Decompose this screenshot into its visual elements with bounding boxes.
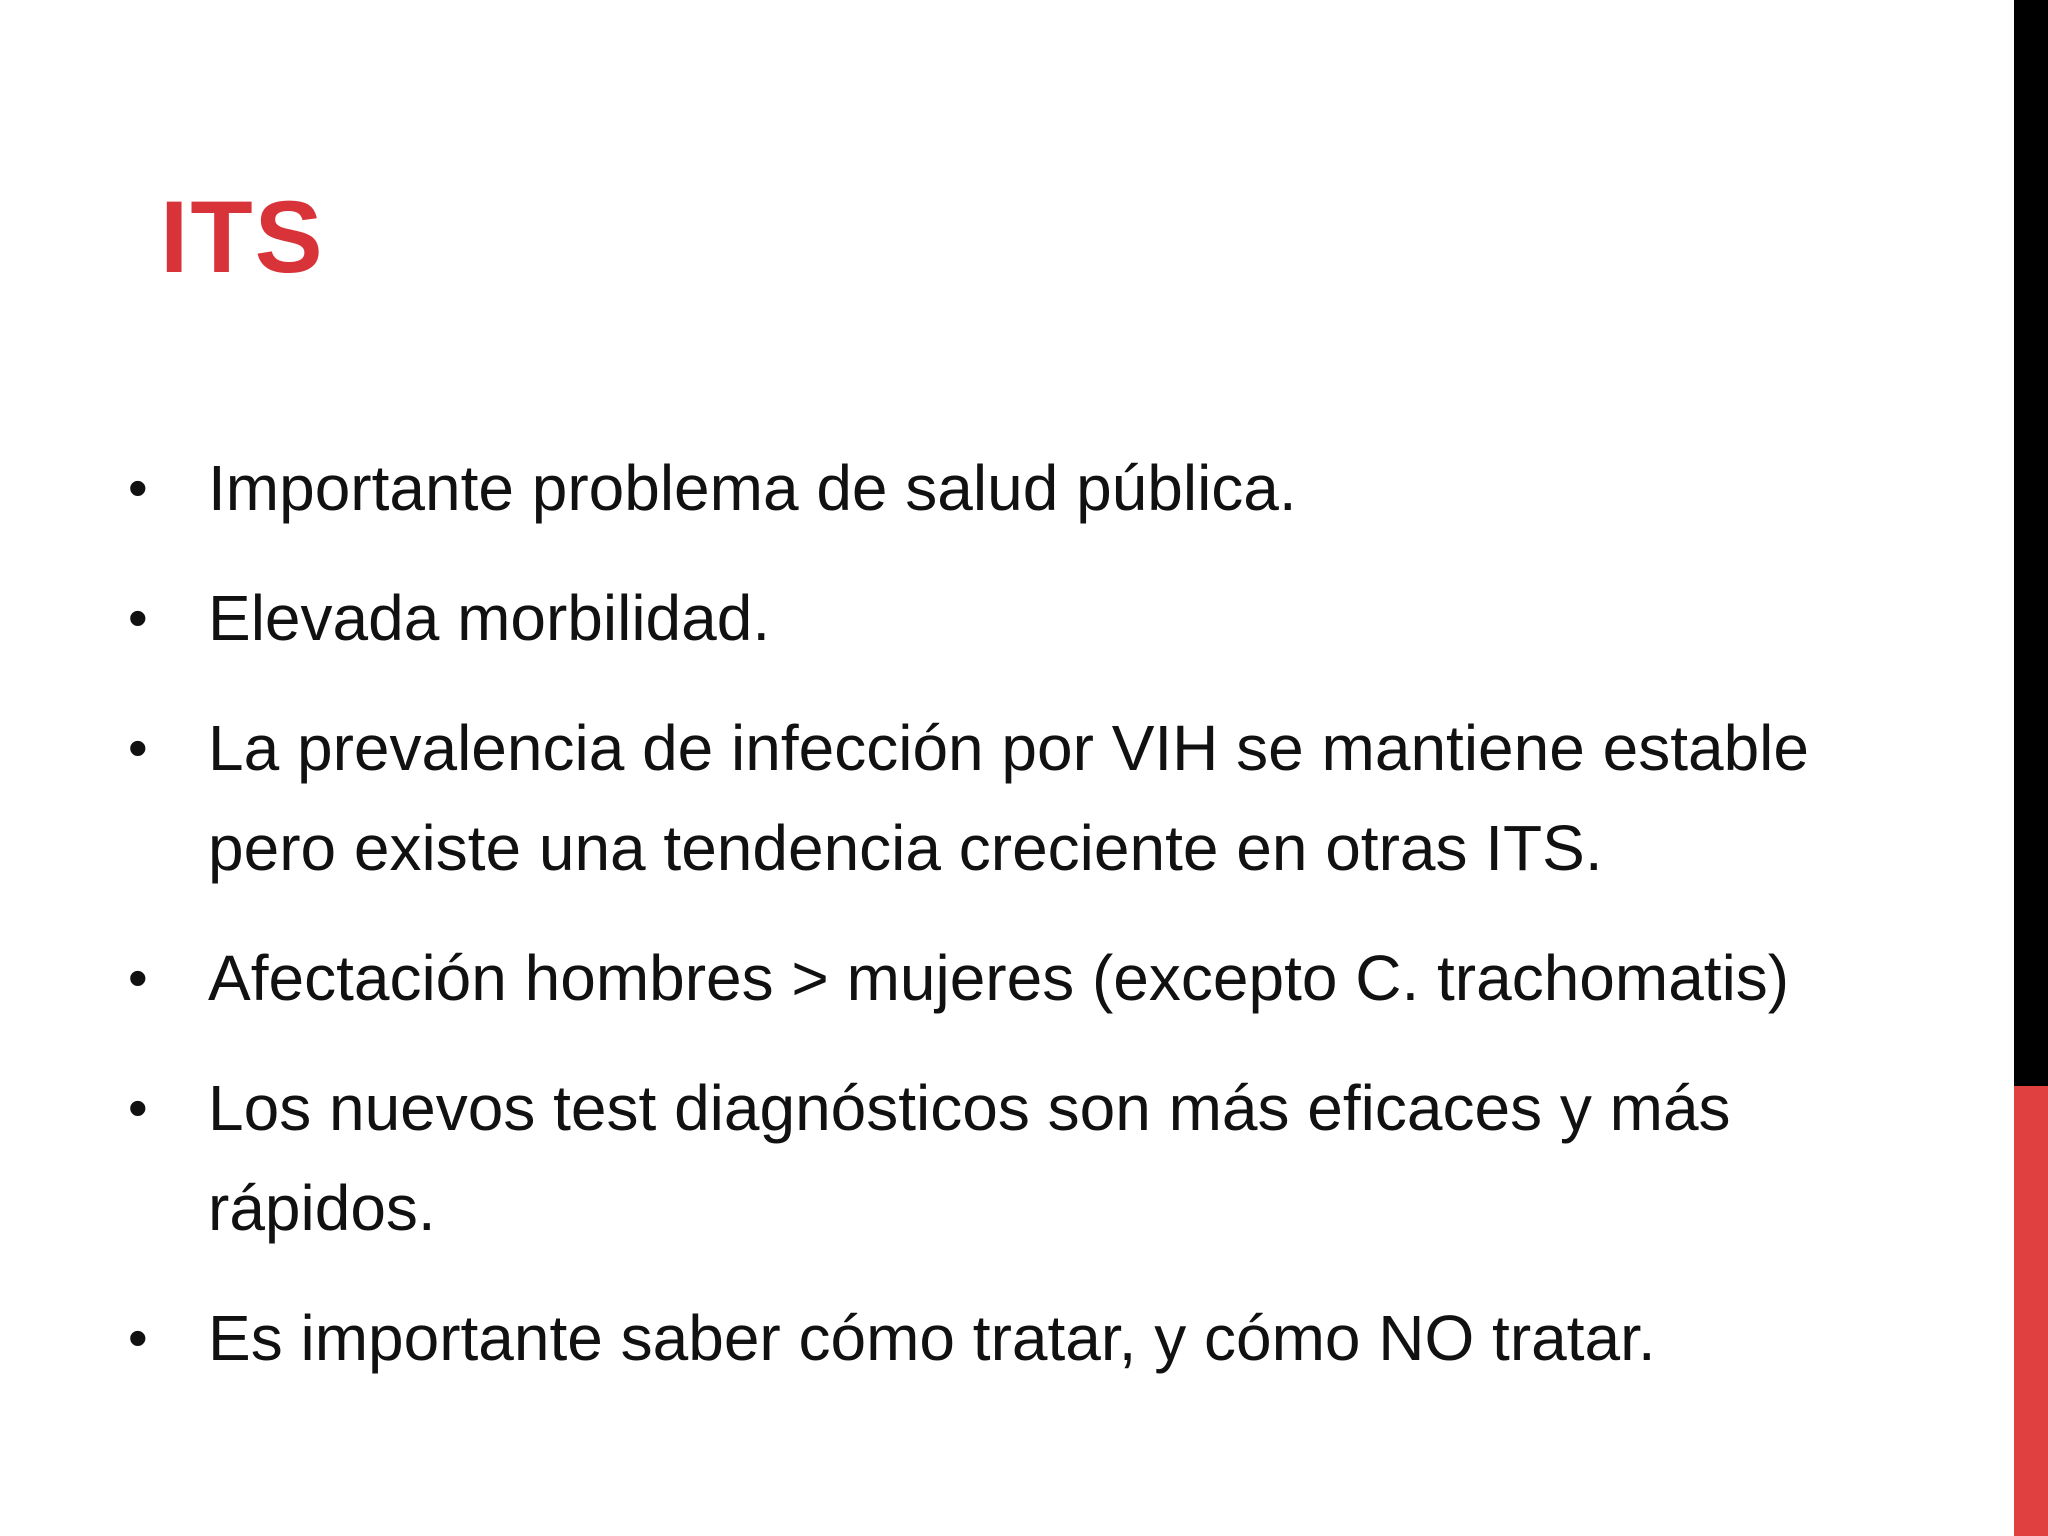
bullet-icon: • <box>128 1306 148 1369</box>
side-bar-black <box>2014 0 2048 1086</box>
bullet-list <box>128 438 1928 1418</box>
side-bar-red <box>2014 1086 2048 1536</box>
bullet-text: Importante problema de salud pública. <box>208 452 1297 524</box>
bullet-item <box>128 698 1928 898</box>
bullet-item <box>128 568 1928 668</box>
bullet-icon: • <box>128 946 148 1009</box>
bullet-text: Es importante saber cómo tratar, y cómo NO tratar. <box>208 1302 1656 1374</box>
bullet-text: La prevalencia de infección por VIH se mantiene estable pero existe una tendencia creciente en otras ITS. <box>208 712 1809 884</box>
bullet-icon: • <box>128 716 148 779</box>
bullet-icon: • <box>128 1076 148 1139</box>
bullet-text: Los nuevos test diagnósticos son más eficaces y más rápidos. <box>208 1072 1731 1244</box>
bullet-item <box>128 1058 1928 1258</box>
bullet-item <box>128 438 1928 538</box>
bullet-item <box>128 1288 1928 1388</box>
bullet-icon: • <box>128 456 148 519</box>
bullet-item <box>128 928 1928 1028</box>
bullet-text: Elevada morbilidad. <box>208 582 771 654</box>
bullet-text: Afectación hombres > mujeres (excepto C. trachomatis) <box>208 942 1790 1014</box>
bullet-icon: • <box>128 586 148 649</box>
slide-title: ITS <box>160 180 325 294</box>
